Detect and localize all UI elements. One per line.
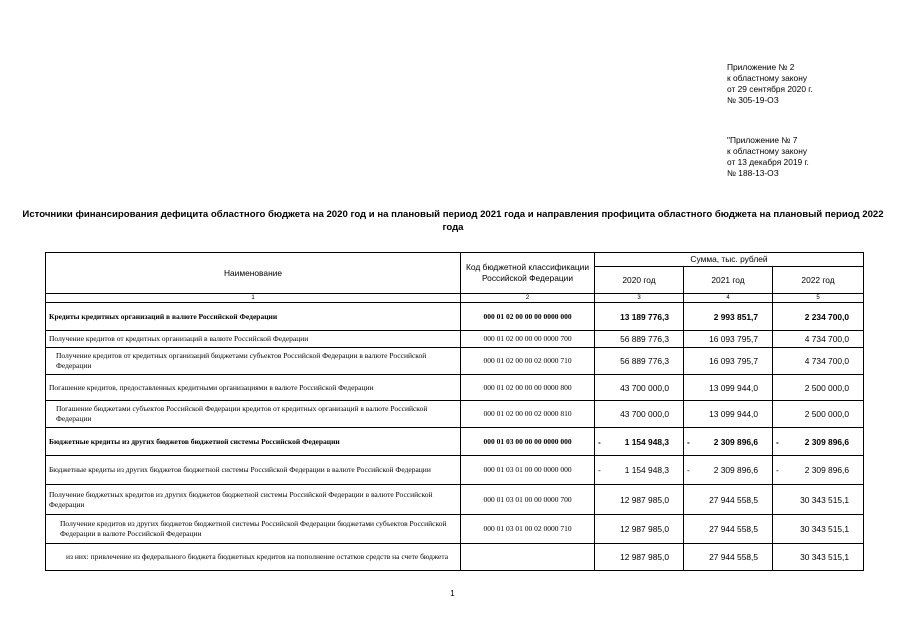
appendix-original-line: "Приложение № 7 [727, 135, 798, 145]
value-text: 30 343 515,1 [800, 524, 850, 534]
row-value-2021 [684, 348, 773, 375]
appendix-original-line: от 13 декабря 2019 г. [727, 157, 809, 167]
appendix-original-line: № 188-13-ОЗ [727, 168, 779, 178]
row-value-2020 [595, 348, 684, 375]
row-code: 000 01 02 00 00 00 0000 800 [461, 375, 595, 401]
row-name: Получение бюджетных кредитов из других бюджетов бюджетной системы Российской Федерации в валюте Российской Федерации [46, 485, 461, 515]
table-row [46, 303, 864, 331]
table-row [46, 456, 864, 485]
table-row [46, 331, 864, 348]
value-text: 2 309 896,6 [713, 436, 758, 447]
value-text: 27 944 558,5 [709, 524, 758, 534]
table-row [46, 515, 864, 544]
appendix-current-line: Приложение № 2 [727, 62, 795, 72]
header-year-2021: 2021 год [684, 267, 773, 294]
value-text: 16 093 795,7 [709, 356, 758, 366]
row-value-2021 [684, 428, 773, 456]
value-text: 2 500 000,0 [804, 409, 850, 419]
value-text: 30 343 515,1 [800, 494, 850, 505]
row-code: 000 01 03 01 00 02 0000 710 [461, 515, 595, 544]
row-value-2021 [684, 515, 773, 544]
value-text: 13 189 776,3 [620, 311, 669, 322]
value-text: 2 309 896,6 [713, 465, 758, 475]
row-value-2020 [595, 401, 684, 428]
row-code: 000 01 02 00 00 02 0000 810 [461, 401, 595, 428]
row-value-2020 [595, 375, 684, 401]
row-value-2022 [773, 544, 864, 571]
value-text: 1 154 948,3 [624, 436, 669, 447]
row-code: 000 01 02 00 00 00 0000 700 [461, 331, 595, 348]
appendix-current-line: к областному закону [727, 73, 808, 83]
row-name: Бюджетные кредиты из других бюджетов бюджетной системы Российской Федерации [46, 428, 461, 456]
row-value-2020 [595, 544, 684, 571]
row-value-2022 [773, 348, 864, 375]
value-text: 12 987 985,0 [620, 524, 669, 534]
appendix-original-note [727, 135, 809, 179]
row-value-2022 [773, 303, 864, 331]
value-text: 56 889 776,3 [620, 356, 669, 366]
value-text: 2 309 896,6 [804, 436, 850, 447]
row-value-2020 [595, 331, 684, 348]
table-row [46, 401, 864, 428]
negative-sign: - [687, 436, 690, 447]
row-value-2021 [684, 331, 773, 348]
table-row [46, 544, 864, 571]
header-year-2020: 2020 год [595, 267, 684, 294]
appendix-current-line: № 305-19-ОЗ [727, 95, 779, 105]
row-name: Погашение бюджетами субъектов Российской Федерации кредитов от кредитных организаций в валюте Российской Федерации [46, 401, 461, 428]
header-code: Код бюджетной классификации Российской Федерации [461, 253, 595, 294]
value-text: 2 309 896,6 [804, 465, 850, 475]
value-text: 2 500 000,0 [804, 382, 850, 393]
table-row [46, 485, 864, 515]
column-number: 2 [461, 294, 595, 303]
row-value-2020 [595, 515, 684, 544]
row-value-2022 [773, 401, 864, 428]
row-value-2020 [595, 428, 684, 456]
row-value-2021 [684, 544, 773, 571]
document-title: Источники финансирования дефицита областного бюджета на 2020 год и на плановый период 2021 года и направления профицита областного бюджета на плановый период 2022 года [22, 209, 884, 233]
row-value-2020 [595, 303, 684, 331]
row-name: Кредиты кредитных организаций в валюте Российской Федерации [46, 303, 461, 331]
value-text: 4 734 700,0 [804, 356, 850, 366]
row-value-2020 [595, 485, 684, 515]
value-text: 43 700 000,0 [620, 409, 669, 419]
row-value-2022 [773, 428, 864, 456]
value-text: 56 889 776,3 [620, 334, 669, 344]
value-text: 13 099 944,0 [709, 409, 758, 419]
row-value-2021 [684, 456, 773, 485]
row-value-2021 [684, 401, 773, 428]
negative-sign: - [687, 465, 690, 475]
value-text: 27 944 558,5 [709, 494, 758, 505]
negative-sign: - [776, 465, 779, 475]
page-number: 1 [450, 588, 455, 598]
value-text: 13 099 944,0 [709, 382, 758, 393]
row-value-2022 [773, 515, 864, 544]
row-code: 000 01 03 01 00 00 0000 700 [461, 485, 595, 515]
row-name: Получение кредитов из других бюджетов бюджетной системы Российской Федерации бюджетами субъектов Российской Федерации в валюте Российской Федерации [46, 515, 461, 544]
value-text: 16 093 795,7 [709, 334, 758, 344]
appendix-current-line: от 29 сентября 2020 г. [727, 84, 813, 94]
value-text: 27 944 558,5 [709, 552, 758, 562]
value-text: 4 734 700,0 [804, 334, 850, 344]
row-value-2022 [773, 485, 864, 515]
row-value-2021 [684, 375, 773, 401]
row-code: 000 01 02 00 00 02 0000 710 [461, 348, 595, 375]
row-code [461, 544, 595, 571]
value-text: 12 987 985,0 [620, 494, 669, 505]
value-text: 1 154 948,3 [624, 465, 669, 475]
value-text: 30 343 515,1 [800, 552, 850, 562]
row-code: 000 01 02 00 00 00 0000 000 [461, 303, 595, 331]
table-row [46, 348, 864, 375]
column-number: 5 [773, 294, 864, 303]
column-number: 4 [684, 294, 773, 303]
table-row [46, 428, 864, 456]
negative-sign: - [598, 436, 601, 447]
row-name: из них: привлечение из федерального бюджета бюджетных кредитов на пополнение остатков средств на счете бюджета [46, 544, 461, 571]
value-text: 12 987 985,0 [620, 552, 669, 562]
column-number: 1 [46, 294, 461, 303]
negative-sign: - [776, 436, 779, 447]
value-text: 43 700 000,0 [620, 382, 669, 393]
row-value-2020 [595, 456, 684, 485]
negative-sign: - [598, 465, 601, 475]
header-name: Наименование [46, 253, 461, 294]
row-code: 000 01 03 00 00 00 0000 000 [461, 428, 595, 456]
header-year-2022: 2022 год [773, 267, 864, 294]
row-value-2021 [684, 303, 773, 331]
row-name: Получение кредитов от кредитных организаций бюджетами субъектов Российской Федерации в валюте Российской Федерации [46, 348, 461, 375]
row-value-2021 [684, 485, 773, 515]
appendix-original-line: к областному закону [727, 146, 808, 156]
row-code: 000 01 03 01 00 00 0000 000 [461, 456, 595, 485]
row-value-2022 [773, 375, 864, 401]
row-value-2022 [773, 456, 864, 485]
value-text: 2 993 851,7 [713, 311, 758, 322]
financing-sources-table [45, 252, 864, 571]
appendix-current-note [727, 62, 813, 106]
column-number: 3 [595, 294, 684, 303]
row-name: Бюджетные кредиты из других бюджетов бюджетной системы Российской Федерации в валюте Российской Федерации [46, 456, 461, 485]
row-value-2022 [773, 331, 864, 348]
header-sum: Сумма, тыс. рублей [595, 253, 864, 267]
value-text: 2 234 700,0 [804, 311, 850, 322]
row-name: Получение кредитов от кредитных организаций в валюте Российской Федерации [46, 331, 461, 348]
table-row [46, 375, 864, 401]
row-name: Погашение кредитов, предоставленных кредитными организациями в валюте Российской Федерации [46, 375, 461, 401]
